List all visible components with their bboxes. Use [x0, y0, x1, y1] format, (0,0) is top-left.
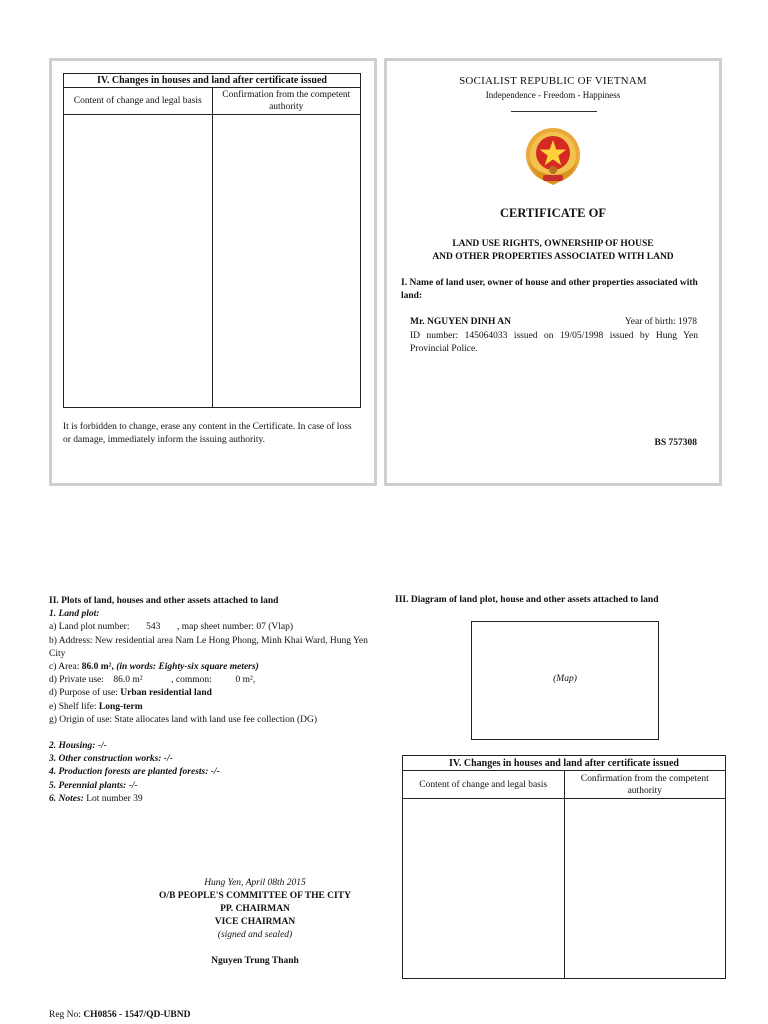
changes-table	[63, 73, 361, 408]
motto-underline	[511, 111, 597, 112]
section-2	[49, 595, 379, 806]
changes-cell-confirmation	[212, 115, 361, 408]
subtitle-line-2: AND OTHER PROPERTIES ASSOCIATED WITH LAND	[432, 252, 674, 262]
land-area	[49, 661, 379, 674]
reg-label: Reg No:	[49, 1010, 84, 1020]
reg-value: CH0856 - 1547/QD-UBND	[83, 1010, 191, 1020]
land-area-value: 86.0 m²,	[81, 662, 114, 673]
subtitle-line-1: LAND USE RIGHTS, OWNERSHIP OF HOUSE	[452, 239, 654, 249]
purpose-of-use	[49, 687, 379, 700]
shelf-life-label: e) Shelf life:	[49, 701, 99, 712]
changes-2-cell-content	[403, 799, 565, 979]
national-motto: Independence - Freedom - Happiness	[485, 90, 621, 100]
owner-year-of-birth: Year of birth: 1978	[624, 317, 697, 327]
perennial-plants: 5. Perennial plants: -/-	[49, 780, 138, 791]
certificate-subtitle	[387, 238, 719, 264]
registration-number	[49, 1010, 190, 1020]
other-construction-works: 3. Other construction works: -/-	[49, 754, 173, 765]
certificate-serial: BS 757308	[654, 438, 697, 448]
shelf-life	[49, 701, 379, 714]
purpose-label: d) Purpose of use:	[49, 688, 121, 699]
changes-col-content: Content of change and legal basis	[64, 88, 213, 115]
land-plot-number: a) Land plot number: 543 , map sheet number: 07 (Vlap)	[49, 622, 294, 633]
signing-role: VICE CHAIRMAN	[214, 917, 296, 927]
certificate-cover	[384, 58, 722, 486]
land-address: b) Address: New residential area Nam Le Hong Phong, Minh Khai Ward, Hung Yen City	[49, 635, 368, 659]
owner-name: Mr. NGUYEN DINH AN	[410, 317, 511, 327]
changes-2-cell-confirmation	[564, 799, 726, 979]
land-area-words: (in words: Eighty-six square meters)	[113, 662, 259, 673]
housing: 2. Housing: -/-	[49, 741, 107, 752]
changes-table-2-title: IV. Changes in houses and land after certificate issued	[403, 756, 726, 771]
vietnam-emblem-icon	[521, 125, 585, 189]
changes-cell-content	[64, 115, 213, 408]
signed-and-sealed: (signed and sealed)	[217, 930, 293, 940]
section-2-heading: II. Plots of land, houses and other assets attached to land	[49, 596, 279, 606]
land-map-box	[471, 621, 659, 740]
notes-value: Lot number 39	[83, 793, 143, 804]
certificate-title: CERTIFICATE OF	[500, 206, 606, 220]
shelf-life-value: Long-term	[98, 701, 143, 712]
production-forests: 4. Production forests are planted forests: -/-	[49, 767, 220, 778]
land-plot-heading: 1. Land plot:	[49, 609, 100, 620]
notice-text: It is forbidden to change, erase any content in the Certificate. In case of loss or damage, immediately inform the issuing authority.	[63, 422, 352, 445]
section-3-heading: III. Diagram of land plot, house and other assets attached to land	[395, 595, 659, 605]
map-label: (Map)	[553, 674, 577, 684]
private-use: d) Private use: 86.0 m² , common: 0 m²,	[49, 675, 256, 686]
signer-name: Nguyen Trung Thanh	[211, 956, 299, 966]
signing-organization: O/B PEOPLE'S COMMITTEE OF THE CITY	[159, 891, 351, 901]
place-date: Hung Yen, April 08th 2015	[204, 878, 306, 888]
changes-col-confirmation: Confirmation from the competent authority	[212, 88, 361, 115]
notes	[49, 793, 379, 806]
purpose-value: Urban residential land	[120, 688, 212, 699]
land-area-label: c) Area:	[49, 662, 82, 673]
signature-block	[120, 877, 390, 968]
changes-table-2	[402, 755, 726, 979]
changes-panel	[49, 58, 377, 486]
changes-table-title: IV. Changes in houses and land after certificate issued	[64, 74, 361, 88]
notes-label: 6. Notes:	[49, 793, 84, 804]
country-name: SOCIALIST REPUBLIC OF VIETNAM	[459, 75, 647, 87]
changes-2-col-content: Content of change and legal basis	[403, 771, 565, 799]
owner-id-details: ID number: 145064033 issued on 19/05/1998 issued by Hung Yen Provincial Police.	[410, 331, 698, 354]
section-1-heading: I. Name of land user, owner of house and other properties associated with land:	[401, 278, 698, 301]
signing-pp: PP. CHAIRMAN	[220, 904, 290, 914]
origin-of-use: g) Origin of use: State allocates land with land use fee collection (DG)	[49, 714, 318, 725]
changes-2-col-confirmation: Confirmation from the competent authority	[564, 771, 726, 799]
